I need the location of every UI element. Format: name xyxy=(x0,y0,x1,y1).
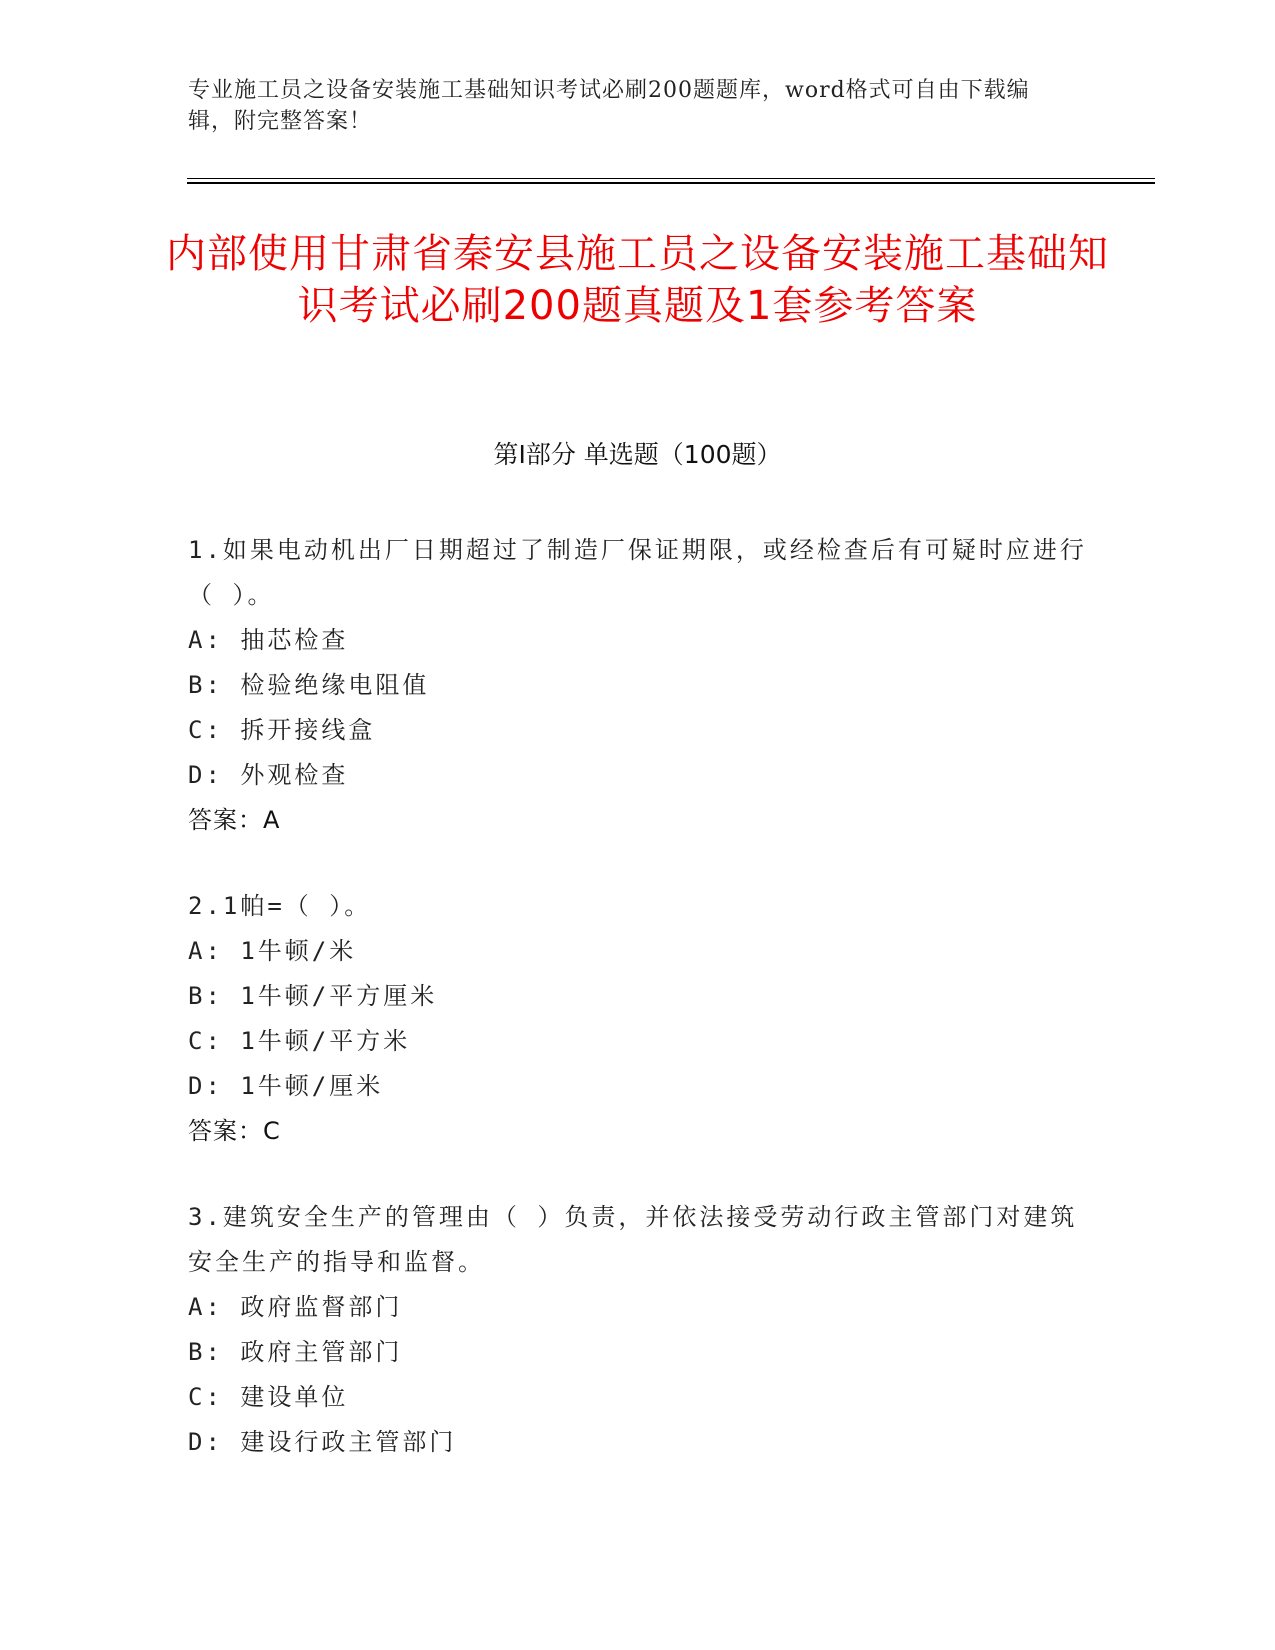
question-stem: 1.如果电动机出厂日期超过了制造厂保证期限，或经检查后有可疑时应进行（ ）。 xyxy=(188,536,1087,609)
header-divider-thin xyxy=(187,178,1155,179)
document-title: 内部使用甘肃省秦安县施工员之设备安装施工基础知识考试必刷200题真题及1套参考答案 xyxy=(166,231,1109,329)
option-c: C: 建设单位 xyxy=(188,1383,349,1411)
option-a: A: 政府监督部门 xyxy=(188,1293,403,1321)
option-b: B: 政府主管部门 xyxy=(188,1338,403,1366)
section-heading: 第Ⅰ部分 单选题（100题） xyxy=(493,440,782,469)
option-b: B: 1牛顿/平方厘米 xyxy=(188,982,438,1010)
option-a: A: 抽芯检查 xyxy=(188,626,349,654)
option-d: D: 建设行政主管部门 xyxy=(188,1428,457,1456)
answer: 答案：A xyxy=(188,806,281,834)
answer: 答案：C xyxy=(188,1117,281,1145)
question-1 xyxy=(188,528,1088,843)
option-c: C: 拆开接线盒 xyxy=(188,716,376,744)
header-divider-thick xyxy=(187,182,1155,184)
question-stem: 3.建筑安全生产的管理由（ ）负责，并依法接受劳动行政主管部门对建筑安全生产的指导和监督。 xyxy=(188,1203,1078,1276)
document-intro: 专业施工员之设备安装施工基础知识考试必刷200题题库，word格式可自由下载编辑，附完整答案！ xyxy=(188,78,1030,134)
option-c: C: 1牛顿/平方米 xyxy=(188,1027,411,1055)
question-stem: 2.1帕=（ ）。 xyxy=(188,892,372,920)
option-d: D: 1牛顿/厘米 xyxy=(188,1072,384,1100)
option-a: A: 1牛顿/米 xyxy=(188,937,357,965)
option-d: D: 外观检查 xyxy=(188,761,349,789)
option-b: B: 检验绝缘电阻值 xyxy=(188,671,430,699)
question-2 xyxy=(188,884,1088,1154)
question-list xyxy=(188,528,1088,1506)
question-3 xyxy=(188,1195,1088,1465)
